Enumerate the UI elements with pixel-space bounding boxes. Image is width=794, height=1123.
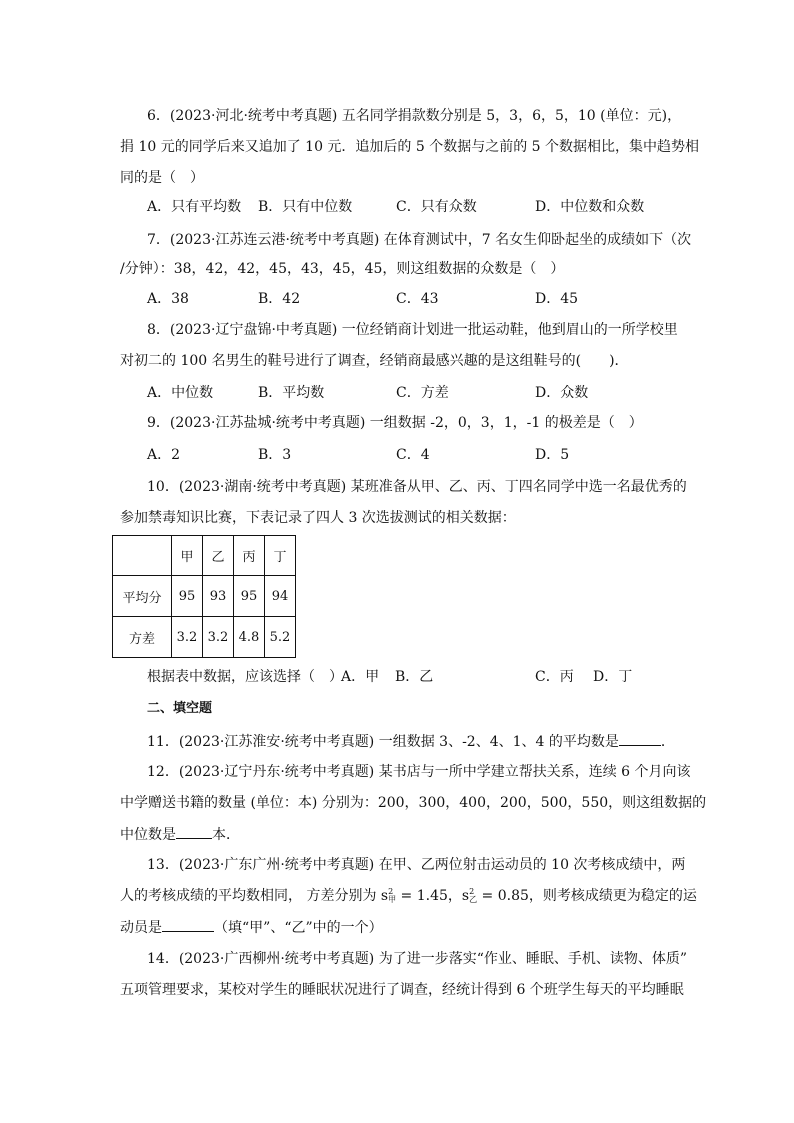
q13-line2-start: 人的考核成绩的平均数相同， 方差分别为 bbox=[120, 888, 381, 904]
q10-option-d: D．丁 bbox=[593, 669, 633, 685]
q6-option-c: C．只有众数 bbox=[396, 199, 477, 215]
q8-line-2: 对初二的 100 名男生的鞋号进行了调查，经销商最感兴趣的是这组鞋号的( )． bbox=[120, 353, 629, 369]
table-corner-cell bbox=[113, 536, 172, 576]
table-cell: 4.8 bbox=[234, 617, 265, 658]
table-header-row bbox=[113, 536, 296, 576]
table-cell: 3.2 bbox=[172, 617, 203, 658]
q13-value-a: = 1.45， bbox=[396, 888, 462, 904]
q10-stem-after: 根据表中数据，应该选择（ ） bbox=[147, 669, 343, 685]
q9-option-d: D．5 bbox=[535, 447, 570, 463]
q10-option-a: A．甲 bbox=[341, 669, 380, 685]
q9-option-a: A．2 bbox=[147, 447, 181, 463]
q7-option-d: D．45 bbox=[535, 291, 579, 307]
q10-line-2: 参加禁毒知识比赛，下表记录了四人 3 次选拔测试的相关数据： bbox=[120, 510, 516, 526]
table-header-cell: 乙 bbox=[203, 536, 234, 576]
q9-option-b: B．3 bbox=[258, 447, 292, 463]
variance-symbol-b: s 2 乙 bbox=[461, 887, 478, 904]
q12-line-1: 12．(2023·辽宁丹东·统考中考真题) 某书店与一所中学建立帮扶关系，连续 6 个月向该 bbox=[147, 764, 691, 780]
q12-line3-end: 本． bbox=[212, 827, 240, 843]
table-header-cell: 丙 bbox=[234, 536, 265, 576]
q10-option-c: C．丙 bbox=[535, 669, 574, 685]
q10-option-b: B．乙 bbox=[395, 669, 434, 685]
q8-line-1: 8．(2023·辽宁盘锦·中考真题) 一位经销商计划进一批运动鞋，他到眉山的一所学校里 bbox=[147, 322, 678, 338]
q10-data-table bbox=[112, 535, 296, 658]
q11-line bbox=[147, 731, 675, 752]
q13-answer-blank[interactable] bbox=[162, 917, 214, 932]
q13-line-3 bbox=[120, 917, 383, 938]
table-cell: 95 bbox=[172, 576, 203, 617]
q11-answer-blank[interactable] bbox=[619, 731, 661, 746]
q7-option-b: B．42 bbox=[258, 291, 301, 307]
q7-line-1: 7．(2023·江苏连云港·统考中考真题) 在体育测试中，7 名女生仰卧起坐的成绩如下（次 bbox=[147, 232, 692, 248]
q11-end: ． bbox=[660, 734, 675, 750]
q14-line-1: 14．(2023·广西柳州·统考中考真题) 为了进一步落实“作业、睡眠、手机、读物、体质” bbox=[147, 951, 688, 967]
table-cell: 3.2 bbox=[203, 617, 234, 658]
table-cell: 5.2 bbox=[265, 617, 296, 658]
q6-line-1: 6．(2023·河北·统考中考真题) 五名同学捐款数分别是 5，3，6，5，10 (单位：元)， bbox=[147, 108, 682, 124]
q6-option-a: A．只有平均数 bbox=[147, 199, 242, 215]
variance-symbol-a: s 2 甲 bbox=[380, 887, 397, 904]
q6-line-2: 捐 10 元的同学后来又追加了 10 元．追加后的 5 个数据与之前的 5 个数据相比，集中趋势相 bbox=[120, 139, 700, 155]
q6-option-b: B．只有中位数 bbox=[258, 199, 353, 215]
table-row-label: 平均分 bbox=[113, 576, 172, 617]
q9-line-1: 9．(2023·江苏盐城·统考中考真题) 一组数据 -2，0，3，1，-1 的极差是（ ） bbox=[147, 415, 643, 431]
q8-option-d: D．众数 bbox=[535, 385, 589, 401]
q8-option-c: C．方差 bbox=[396, 385, 449, 401]
table-cell: 94 bbox=[265, 576, 296, 617]
q9-option-c: C．4 bbox=[396, 447, 430, 463]
table-row-label: 方差 bbox=[113, 617, 172, 658]
q8-option-b: B．平均数 bbox=[258, 385, 325, 401]
q14-line-2: 五项管理要求，某校对学生的睡眠状况进行了调查，经统计得到 6 个班学生每天的平均睡眠 bbox=[120, 982, 684, 998]
q13-value-b: = 0.85，则考核成绩更为稳定的运 bbox=[477, 888, 697, 904]
q6-option-d: D．中位数和众数 bbox=[535, 199, 645, 215]
q12-line3-start: 中位数是 bbox=[120, 827, 176, 843]
table-row bbox=[113, 576, 296, 617]
q13-line3-end: （填“甲”、“乙”中的一个） bbox=[214, 920, 383, 936]
section-title: 二、填空题 bbox=[147, 701, 213, 716]
table-header-cell: 甲 bbox=[172, 536, 203, 576]
q10-line-1: 10．(2023·湖南·统考中考真题) 某班准备从甲、乙、丙、丁四名同学中选一名最优秀的 bbox=[147, 479, 687, 495]
q7-option-c: C．43 bbox=[396, 291, 439, 307]
table-cell: 93 bbox=[203, 576, 234, 617]
q13-line-1: 13．(2023·广东广州·统考中考真题) 在甲、乙两位射击运动员的 10 次考核成绩中，两 bbox=[147, 857, 686, 873]
q13-line3-start: 动员是 bbox=[120, 920, 162, 936]
q6-line-3: 同的是（ ） bbox=[120, 170, 204, 186]
q12-line-2: 中学赠送书籍的数量 (单位：本) 分别为：200，300，400，200，500，550，则这组数据的 bbox=[120, 795, 707, 811]
q7-line-2: /分钟）：38，42，42，45，43，45，45，则这组数据的众数是（ ） bbox=[120, 261, 565, 277]
table-row bbox=[113, 617, 296, 658]
q12-line-3 bbox=[120, 824, 240, 845]
q12-answer-blank[interactable] bbox=[176, 824, 212, 839]
q8-option-a: A．中位数 bbox=[147, 385, 214, 401]
table-header-cell: 丁 bbox=[265, 536, 296, 576]
q7-option-a: A．38 bbox=[147, 291, 189, 307]
q11-text: 11．(2023·江苏淮安·统考中考真题) 一组数据 3、-2、4、1、4 的平均数是 bbox=[147, 734, 619, 750]
q13-line-2 bbox=[120, 886, 697, 906]
table-cell: 95 bbox=[234, 576, 265, 617]
